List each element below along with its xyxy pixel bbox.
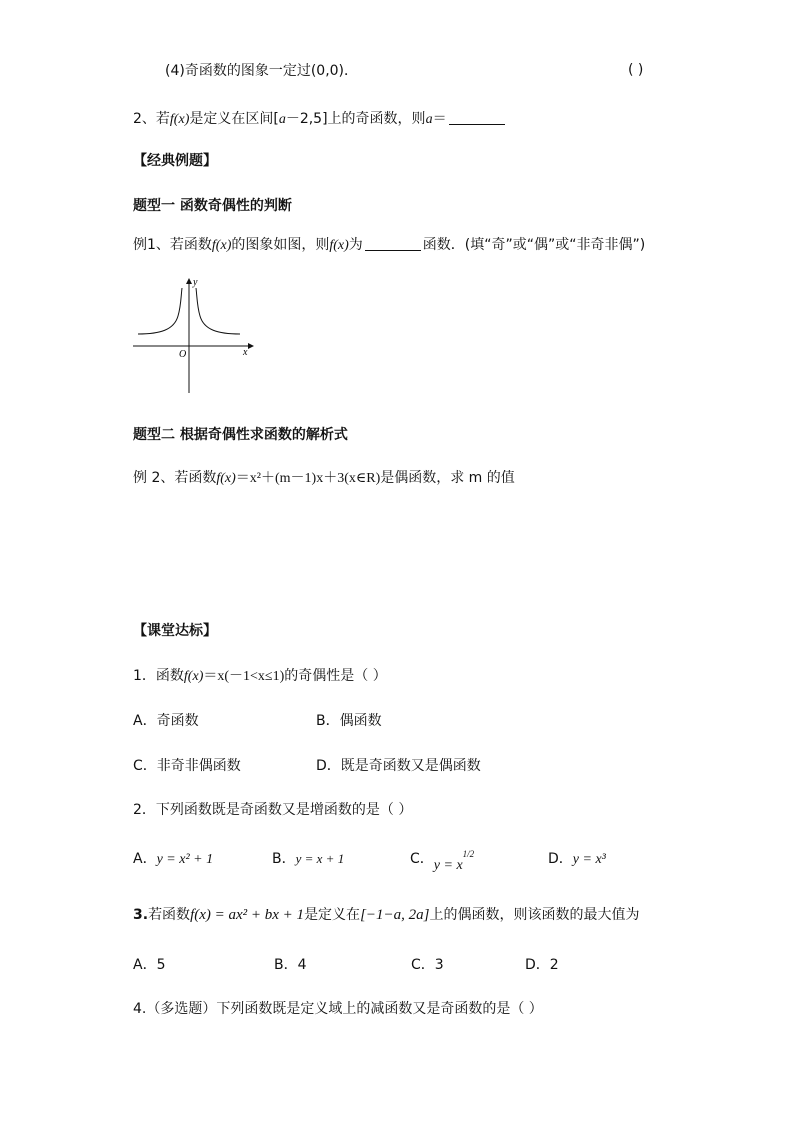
review-item-4: (4)奇函数的图象一定过(0,0)． (165, 63, 359, 79)
q3-option-c: C．3 (411, 957, 444, 973)
q1-option-c: C．非奇非偶函数 (133, 758, 241, 774)
section-heading-classroom: 【课堂达标】 (133, 623, 217, 639)
q3-option-a: A．5 (133, 957, 166, 973)
origin-label: O (179, 349, 187, 360)
function-graph (130, 276, 255, 396)
right-branch-curve (196, 288, 240, 334)
y-axis-label: y (193, 277, 198, 288)
example-2-stem: 例 2、若函数f(x)＝x²＋(m－1)x＋3(x∈R)是偶函数，求 m 的值 (133, 470, 515, 486)
q1-option-a: A．奇函数 (133, 713, 199, 729)
q3-option-d: D．2 (525, 957, 559, 973)
question-3-stem: 3.若函数f(x) = ax² + bx + 1是定义在[−1−a, 2a]上的偶函数，则该函数的最大值为 (133, 907, 640, 923)
q3-option-b: B．4 (274, 957, 307, 973)
y-axis-arrow-icon (186, 278, 192, 284)
q2-option-d: D．y = x³ (548, 851, 606, 867)
question-2-stem: 2．下列函数既是奇函数又是增函数的是（ ） (133, 802, 413, 818)
answer-blank (449, 110, 505, 125)
fraction-exponent: 1/2 (462, 849, 475, 859)
x-axis-arrow-icon (248, 343, 254, 349)
section-heading-examples: 【经典例题】 (133, 153, 217, 169)
left-branch-curve (138, 288, 182, 334)
review-question-2: 2、若f(x)是定义在区间[a－2,5]上的奇函数，则a＝ (133, 110, 507, 129)
q1-option-d: D．既是奇函数又是偶函数 (316, 758, 481, 774)
q2-option-c: C．$y = x^{1/2}$ (410, 849, 475, 873)
question-4-stem: 4.（多选题）下列函数既是定义域上的减函数又是奇函数的是（ ） (133, 1001, 543, 1017)
q1-option-b: B．偶函数 (316, 713, 382, 729)
x-axis-label: x (243, 347, 248, 358)
answer-blank (365, 236, 421, 251)
q2-option-a: A．y = x² + 1 (133, 851, 214, 867)
q2-option-b: B．y = x + 1 (272, 851, 345, 867)
answer-parentheses: ( ) (628, 62, 644, 78)
example-1-stem: 例1、若函数f(x)的图象如图，则f(x)为 函数．(填“奇”或“偶”或“非奇非偶”) (133, 237, 646, 253)
question-1-stem: 1．函数f(x)＝x(－1<x≤1)的奇偶性是（ ） (133, 668, 387, 684)
type1-title: 题型一 函数奇偶性的判断 (133, 198, 292, 214)
type2-title: 题型二 根据奇偶性求函数的解析式 (133, 427, 348, 443)
